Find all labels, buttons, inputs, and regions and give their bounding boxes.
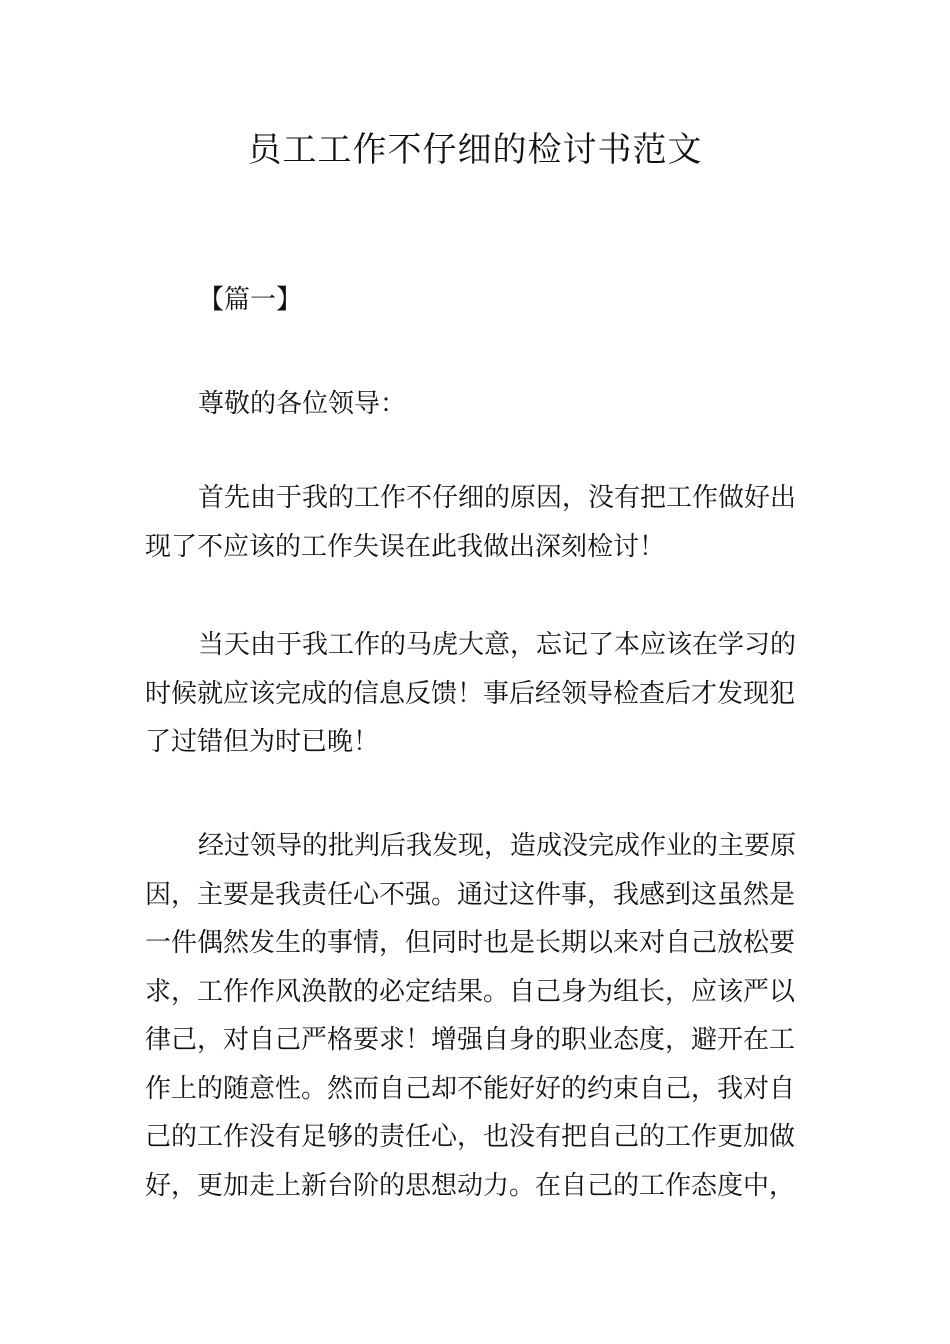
paragraph-line: 好，更加走上新台阶的思想动力。在自己的工作态度中， [145, 1170, 796, 1201]
paragraph-line: 己的工作没有足够的责任心，也没有把自己的工作更加做 [145, 1122, 796, 1152]
paragraph-2 [145, 621, 807, 767]
paragraph-line: 作上的随意性。然而自己却不能好好的约束自己，我对自 [145, 1073, 796, 1104]
document-title: 员工工作不仔细的检讨书范文 [247, 130, 703, 170]
paragraph-line: 当天由于我工作的马虎大意，忘记了本应该在学习的 [198, 630, 797, 660]
paragraph-line: 现了不应该的工作失误在此我做出深刻检讨！ [145, 531, 666, 562]
section-label: 【篇一】 [198, 285, 303, 315]
paragraph-1 [145, 474, 807, 571]
paragraph-line: 经过领导的批判后我发现，造成没完成作业的主要原 [198, 831, 797, 861]
paragraph-line: 律己，对自己严格要求！增强自身的职业态度，避开在工 [145, 1025, 796, 1055]
paragraph-line: 了过错但为时已晚！ [145, 727, 380, 757]
paragraph-line: 因，主要是我责任心不强。通过这件事，我感到这虽然是 [145, 879, 796, 910]
paragraph-3 [145, 822, 807, 1210]
paragraph-line: 一件偶然发生的事情，但同时也是长期以来对自己放松要 [145, 928, 796, 958]
paragraph-line: 求，工作作风涣散的必定结果。自己身为组长，应该严以 [145, 976, 796, 1007]
paragraph-line: 首先由于我的工作不仔细的原因，没有把工作做好出 [198, 483, 797, 513]
salutation [145, 380, 807, 429]
salutation-line: 尊敬的各位领导： [198, 389, 407, 419]
paragraph-line: 时候就应该完成的信息反馈！事后经领导检查后才发现犯 [145, 678, 796, 709]
